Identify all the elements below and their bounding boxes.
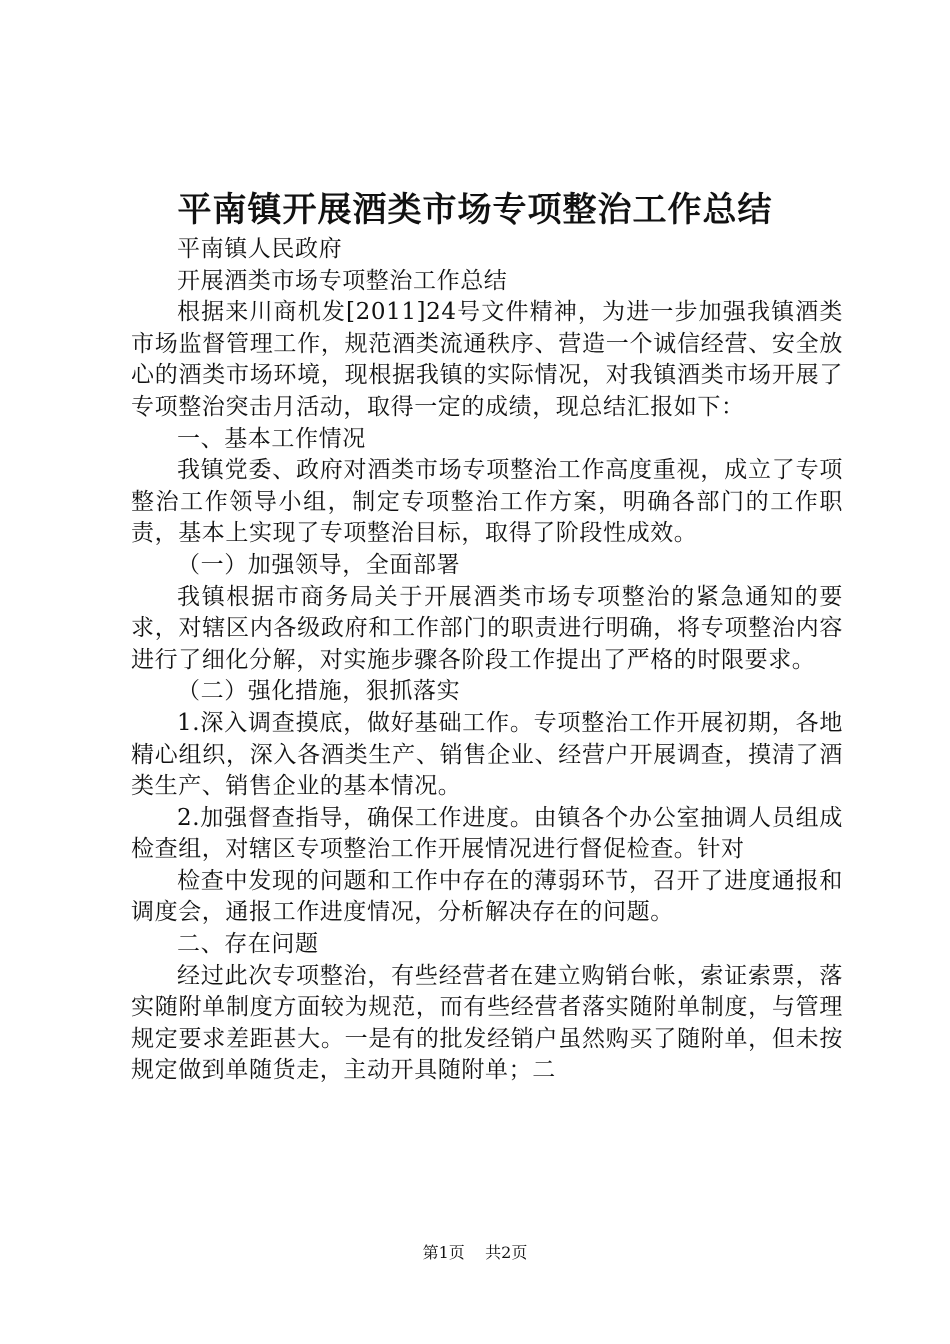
item-1-paragraph: 1.深入调查摸底，做好基础工作。专项整治工作开展初期，各地精心组织，深入各酒类生产、销售企业、经营户开展调查，摸清了酒类生产、销售企业的基本情况。	[131, 709, 843, 800]
document-title: 平南镇开展酒类市场专项整治工作总结	[177, 190, 773, 230]
section-1-paragraph: 我镇党委、政府对酒类市场专项整治工作高度重视，成立了专项整治工作领导小组，制定专项整治工作方案，明确各部门的工作职责，基本上实现了专项整治目标，取得了阶段性成效。	[131, 457, 843, 547]
subsection-heading-1: （一）加强领导，全面部署	[177, 551, 461, 578]
document-body	[131, 234, 843, 1087]
page-footer	[0, 1242, 950, 1264]
page-number: 第1页	[422, 1243, 465, 1262]
item-2-continued-paragraph: 检查中发现的问题和工作中存在的薄弱环节，召开了进度通报和调度会，通报工作进度情况，分析解决存在的问题。	[131, 867, 843, 926]
section-heading-2: 二、存在问题	[177, 931, 319, 958]
subtitle-line: 开展酒类市场专项整治工作总结	[177, 267, 508, 294]
intro-paragraph: 根据来川商机发[2011]24号文件精神，为进一步加强我镇酒类市场监督管理工作，规范酒类流通秩序、营造一个诚信经营、安全放心的酒类市场环境，现根据我镇的实际情况，对我镇酒类市场开展了专项整治突击月活动，取得一定的成绩，现总结汇报如下：	[131, 299, 843, 420]
page-total: 共2页	[485, 1243, 528, 1262]
section-heading-1: 一、基本工作情况	[177, 425, 366, 452]
item-2-paragraph: 2.加强督查指导，确保工作进度。由镇各个办公室抽调人员组成检查组，对辖区专项整治工作开展情况进行督促检查。针对	[131, 804, 843, 863]
section-2-paragraph: 经过此次专项整治，有些经营者在建立购销台帐，索证索票，落实随附单制度方面较为规范，而有些经营者落实随附单制度，与管理规定要求差距甚大。一是有的批发经销户虽然购买了随附单，但未按规定做到单随货走，主动开具随附单；二	[131, 962, 843, 1084]
issuer-line: 平南镇人民政府	[177, 236, 343, 262]
subsection-heading-2: （二）强化措施，狠抓落实	[177, 678, 461, 705]
subsection-1-paragraph: 我镇根据市商务局关于开展酒类市场专项整治的紧急通知的要求，对辖区内各级政府和工作部门的职责进行明确，将专项整治内容进行了细化分解，对实施步骤各阶段工作提出了严格的时限要求。	[131, 583, 843, 673]
